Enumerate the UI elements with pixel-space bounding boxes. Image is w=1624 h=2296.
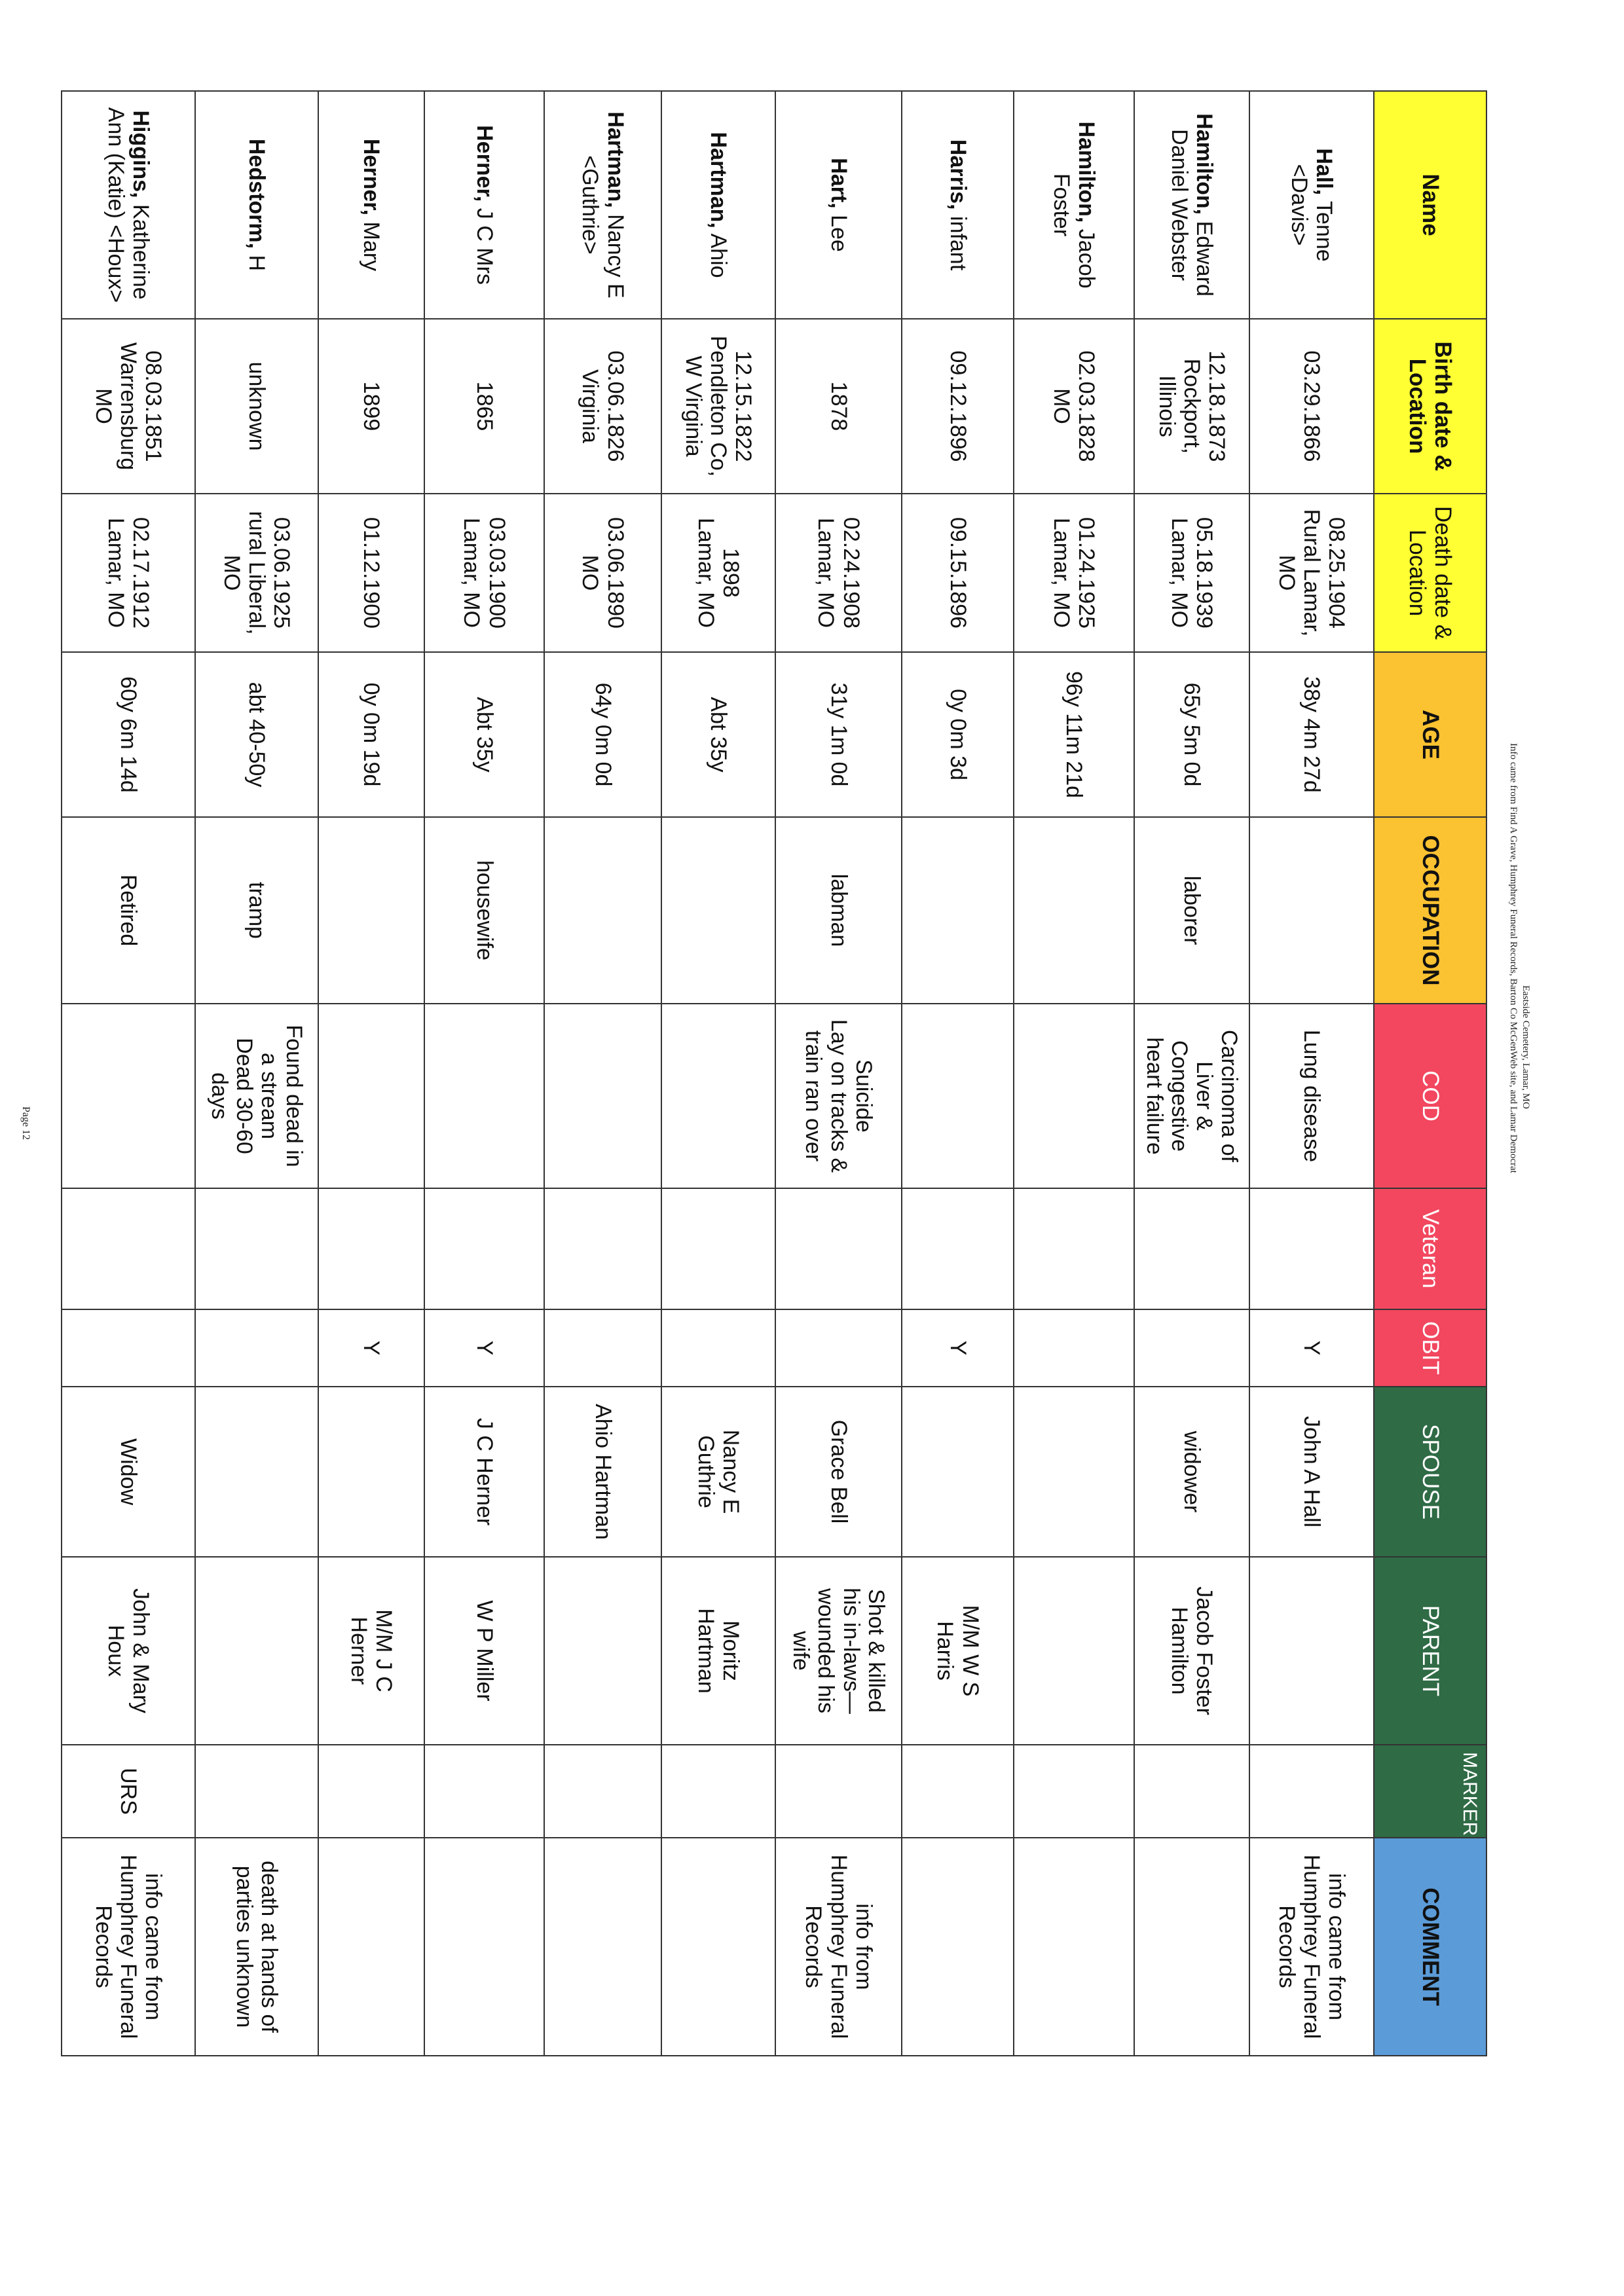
table-row xyxy=(1249,91,1374,2056)
age-cell: 64y 0m 0d xyxy=(544,652,661,817)
col-header-cod: COD xyxy=(1374,1004,1486,1188)
obit-cell xyxy=(195,1309,318,1387)
header-line-2: Info came from Find A Grave, Humphrey Funeral Records, Barton Co McGenWeb site, and Lamar Democrat xyxy=(1508,743,1519,1173)
veteran-cell xyxy=(902,1188,1014,1309)
parent-cell xyxy=(544,1557,661,1745)
birth-cell: 12.15.1822 Pendleton Co, W Virginia xyxy=(661,319,775,494)
obit-cell: Y xyxy=(318,1309,424,1387)
death-cell: 01.12.1900 xyxy=(318,494,424,652)
spouse-cell: J C Herner xyxy=(424,1387,544,1557)
veteran-cell xyxy=(424,1188,544,1309)
cod-cell xyxy=(62,1004,195,1188)
surname: Herner, xyxy=(359,138,384,216)
marker-cell xyxy=(775,1745,902,1838)
col-header-parent: PARENT xyxy=(1374,1557,1486,1745)
given-name: H xyxy=(244,249,270,272)
age-cell: 60y 6m 14d xyxy=(62,652,195,817)
occupation-cell: laborer xyxy=(1134,817,1249,1004)
birth-cell: 1899 xyxy=(318,319,424,494)
header-row xyxy=(1374,91,1486,2056)
cod-cell xyxy=(544,1004,661,1188)
comment-cell xyxy=(424,1838,544,2056)
marker-cell xyxy=(661,1745,775,1838)
occupation-cell xyxy=(544,817,661,1004)
parent-cell: John & Mary Houx xyxy=(62,1557,195,1745)
cod-cell: Carcinoma of Liver & Congestive heart failure xyxy=(1134,1004,1249,1188)
veteran-cell xyxy=(544,1188,661,1309)
marker-cell xyxy=(902,1745,1014,1838)
marker-cell xyxy=(195,1745,318,1838)
table-row xyxy=(544,91,661,2056)
age-cell: 0y 0m 19d xyxy=(318,652,424,817)
page-number: Page 12 xyxy=(20,1106,31,1140)
given-name: Katherine Ann (Katie) <Houx> xyxy=(103,107,154,303)
parent-cell xyxy=(195,1557,318,1745)
parent-cell xyxy=(1249,1557,1374,1745)
birth-cell: 12.18.1873 Rockport, Illinois xyxy=(1134,319,1249,494)
surname: Higgins, xyxy=(128,110,154,198)
table-row xyxy=(661,91,775,2056)
table-row xyxy=(1014,91,1134,2056)
name-cell xyxy=(775,91,902,319)
obit-cell xyxy=(661,1309,775,1387)
cod-cell xyxy=(1014,1004,1134,1188)
col-header-veteran: Veteran xyxy=(1374,1188,1486,1309)
col-header-name: Name xyxy=(1374,91,1486,319)
age-cell: 65y 5m 0d xyxy=(1134,652,1249,817)
name-cell xyxy=(1014,91,1134,319)
parent-cell xyxy=(1014,1557,1134,1745)
age-cell: 96y 11m 21d xyxy=(1014,652,1134,817)
name-cell xyxy=(661,91,775,319)
col-header-comment: COMMENT xyxy=(1374,1838,1486,2056)
given-name: Nancy E <Guthrie> xyxy=(578,155,628,299)
birth-cell: 09.12.1896 xyxy=(902,319,1014,494)
marker-cell xyxy=(544,1745,661,1838)
age-cell: 38y 4m 27d xyxy=(1249,652,1374,817)
parent-cell: M/M J C Herner xyxy=(318,1557,424,1745)
occupation-cell: Retired xyxy=(62,817,195,1004)
given-name: J C Mrs xyxy=(471,202,497,285)
veteran-cell xyxy=(1134,1188,1249,1309)
occupation-cell xyxy=(318,817,424,1004)
parent-cell: Moritz Hartman xyxy=(661,1557,775,1745)
obit-cell xyxy=(62,1309,195,1387)
occupation-cell: tramp xyxy=(195,817,318,1004)
parent-cell: Jacob Foster Hamilton xyxy=(1134,1557,1249,1745)
spouse-cell xyxy=(1014,1387,1134,1557)
name-cell xyxy=(195,91,318,319)
age-cell: 31y 1m 0d xyxy=(775,652,902,817)
marker-cell xyxy=(424,1745,544,1838)
name-cell xyxy=(318,91,424,319)
name-cell xyxy=(424,91,544,319)
table-row xyxy=(424,91,544,2056)
given-name: Mary xyxy=(359,215,384,272)
marker-cell xyxy=(1134,1745,1249,1838)
birth-cell: 03.29.1866 xyxy=(1249,319,1374,494)
veteran-cell xyxy=(62,1188,195,1309)
obit-cell: Y xyxy=(902,1309,1014,1387)
death-cell: 03.06.1890 MO xyxy=(544,494,661,652)
obit-cell: Y xyxy=(1249,1309,1374,1387)
death-cell: 05.18.1939 Lamar, MO xyxy=(1134,494,1249,652)
name-cell xyxy=(902,91,1014,319)
death-cell: 1898 Lamar, MO xyxy=(661,494,775,652)
name-cell xyxy=(544,91,661,319)
death-cell: 09.15.1896 xyxy=(902,494,1014,652)
cod-cell xyxy=(424,1004,544,1188)
table-row xyxy=(195,91,318,2056)
obit-cell xyxy=(544,1309,661,1387)
given-name: Lee xyxy=(826,208,851,252)
death-cell: 03.03.1900 Lamar, MO xyxy=(424,494,544,652)
table-row xyxy=(318,91,424,2056)
veteran-cell xyxy=(318,1188,424,1309)
occupation-cell xyxy=(661,817,775,1004)
surname: Hamilton, xyxy=(1074,121,1099,223)
age-cell: Abt 35y xyxy=(424,652,544,817)
name-cell xyxy=(1249,91,1374,319)
col-header-age: AGE xyxy=(1374,652,1486,817)
comment-cell xyxy=(902,1838,1014,2056)
surname: Hartman, xyxy=(706,132,731,228)
death-cell: 08.25.1904 Rural Lamar, MO xyxy=(1249,494,1374,652)
col-header-death: Death date & Location xyxy=(1374,494,1486,652)
col-header-occupation: OCCUPATION xyxy=(1374,817,1486,1004)
spouse-cell xyxy=(195,1387,318,1557)
birth-cell: 08.03.1851 Warrensburg MO xyxy=(62,319,195,494)
surname: Hart, xyxy=(826,158,851,209)
birth-cell: 1878 xyxy=(775,319,902,494)
death-cell: 03.06.1925 rural Liberal, MO xyxy=(195,494,318,652)
veteran-cell xyxy=(1249,1188,1374,1309)
obit-cell xyxy=(775,1309,902,1387)
cod-cell xyxy=(661,1004,775,1188)
marker-cell xyxy=(318,1745,424,1838)
name-cell xyxy=(1134,91,1249,319)
comment-cell: info came from Humphrey Funeral Records xyxy=(1249,1838,1374,2056)
marker-cell xyxy=(1014,1745,1134,1838)
birth-cell: 03.06.1826 Virginia xyxy=(544,319,661,494)
surname: Hamilton, xyxy=(1192,113,1217,215)
age-cell: abt 40-50y xyxy=(195,652,318,817)
spouse-cell: Nancy E Guthrie xyxy=(661,1387,775,1557)
comment-cell xyxy=(544,1838,661,2056)
col-header-birth: Birth date & Location xyxy=(1374,319,1486,494)
spouse-cell: John A Hall xyxy=(1249,1387,1374,1557)
marker-cell xyxy=(1249,1745,1374,1838)
death-cell: 02.17.1912 Lamar, MO xyxy=(62,494,195,652)
given-name: Ahio xyxy=(706,228,731,278)
spouse-cell xyxy=(902,1387,1014,1557)
surname: Hartman, xyxy=(602,111,628,208)
name-cell xyxy=(62,91,195,319)
death-cell: 02.24.1908 Lamar, MO xyxy=(775,494,902,652)
table-row xyxy=(775,91,902,2056)
occupation-cell xyxy=(1249,817,1374,1004)
obit-cell xyxy=(1134,1309,1249,1387)
birth-cell: 02.03.1828 MO xyxy=(1014,319,1134,494)
spouse-cell: Widow xyxy=(62,1387,195,1557)
comment-cell xyxy=(1014,1838,1134,2056)
occupation-cell: labman xyxy=(775,817,902,1004)
table-row xyxy=(1134,91,1249,2056)
occupation-cell: housewife xyxy=(424,817,544,1004)
cod-cell: Lung disease xyxy=(1249,1004,1374,1188)
marker-cell: URS xyxy=(62,1745,195,1838)
birth-cell: unknown xyxy=(195,319,318,494)
parent-cell: M/M W S Harris xyxy=(902,1557,1014,1745)
age-cell: Abt 35y xyxy=(661,652,775,817)
given-name: Edward Daniel Webster xyxy=(1167,129,1217,297)
parent-cell: Shot & killed his in-laws— wounded his wife xyxy=(775,1557,902,1745)
comment-cell xyxy=(1134,1838,1249,2056)
cod-cell: Suicide Lay on tracks & train ran over xyxy=(775,1004,902,1188)
surname: Harris, xyxy=(945,139,970,210)
burial-records-table xyxy=(61,90,1487,2056)
header-line-1: Eastside Cemetery, Lamar, MO xyxy=(1521,985,1531,1109)
surname: Herner, xyxy=(471,125,497,202)
cod-cell xyxy=(318,1004,424,1188)
veteran-cell xyxy=(1014,1188,1134,1309)
comment-cell: info came from Humphrey Funeral Records xyxy=(62,1838,195,2056)
given-name: Jacob Foster xyxy=(1049,173,1099,289)
col-header-obit: OBIT xyxy=(1374,1309,1486,1387)
spouse-cell: Grace Bell xyxy=(775,1387,902,1557)
age-cell: 0y 0m 3d xyxy=(902,652,1014,817)
surname: Hedstorm, xyxy=(244,138,270,249)
birth-cell: 1865 xyxy=(424,319,544,494)
comment-cell: death at hands of parties unknown xyxy=(195,1838,318,2056)
veteran-cell xyxy=(661,1188,775,1309)
death-cell: 01.24.1925 Lamar, MO xyxy=(1014,494,1134,652)
occupation-cell xyxy=(1014,817,1134,1004)
table-row xyxy=(902,91,1014,2056)
veteran-cell xyxy=(195,1188,318,1309)
parent-cell: W P Miller xyxy=(424,1557,544,1745)
comment-cell xyxy=(661,1838,775,2056)
comment-cell: info from Humphrey Funeral Records xyxy=(775,1838,902,2056)
table-row xyxy=(62,91,195,2056)
col-header-marker: MARKER xyxy=(1374,1745,1486,1838)
given-name: infant xyxy=(945,210,970,271)
surname: Hall, xyxy=(1312,148,1337,196)
comment-cell xyxy=(318,1838,424,2056)
cod-cell: Found dead in a stream Dead 30-60 days xyxy=(195,1004,318,1188)
obit-cell xyxy=(1014,1309,1134,1387)
occupation-cell xyxy=(902,817,1014,1004)
cod-cell xyxy=(902,1004,1014,1188)
given-name: Tenne <Davis> xyxy=(1287,164,1337,262)
spouse-cell: widower xyxy=(1134,1387,1249,1557)
obit-cell: Y xyxy=(424,1309,544,1387)
spouse-cell xyxy=(318,1387,424,1557)
spouse-cell: Ahio Hartman xyxy=(544,1387,661,1557)
veteran-cell xyxy=(775,1188,902,1309)
col-header-spouse: SPOUSE xyxy=(1374,1387,1486,1557)
